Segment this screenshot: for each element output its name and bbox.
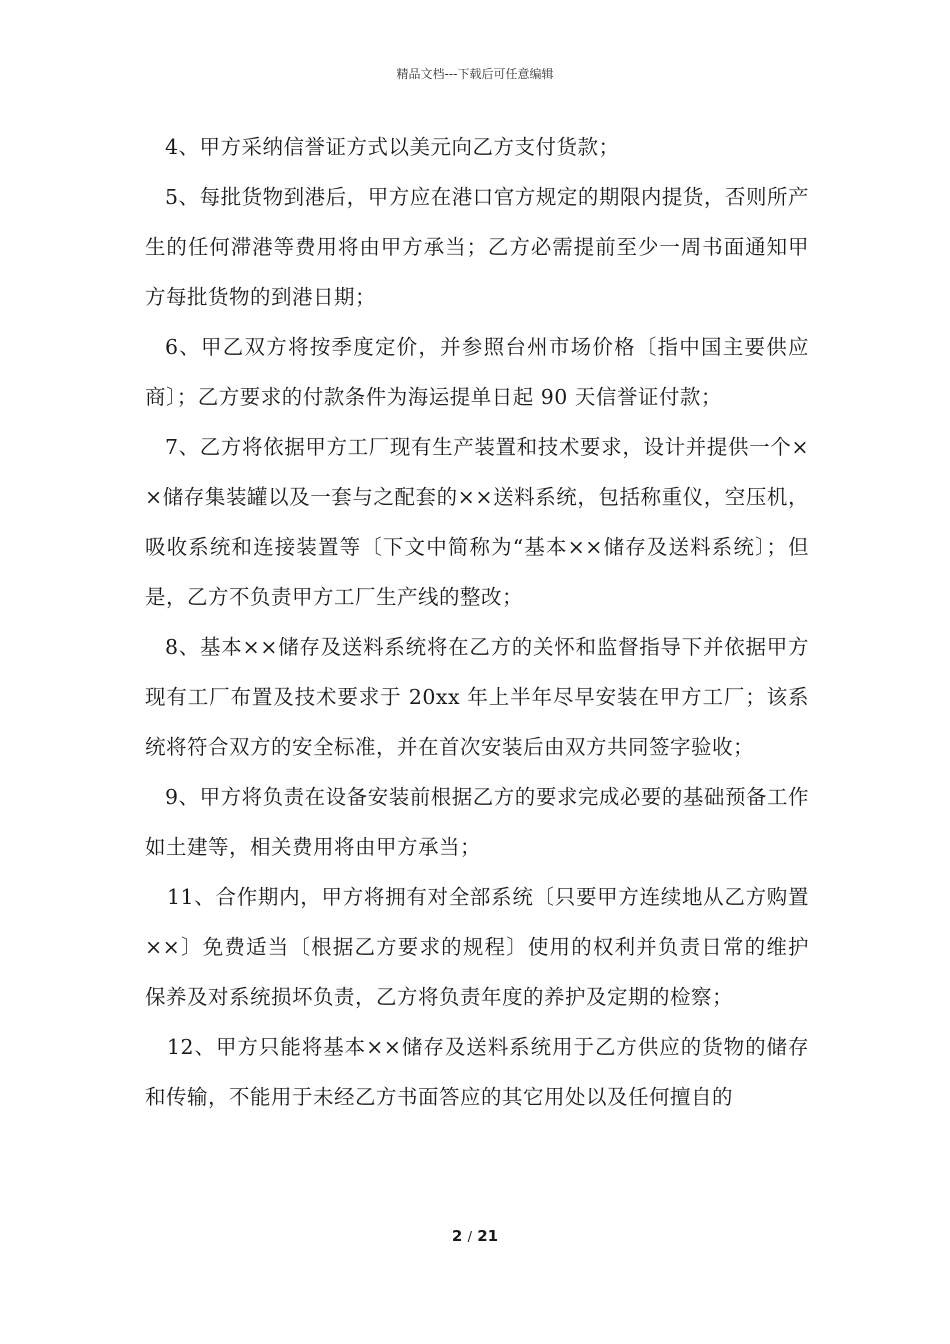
paragraph-6: 6、甲乙双方将按季度定价，并参照台州市场价格〔指中国主要供应商〕；乙方要求的付款条件为海运提单日起 90 天信誉证付款；	[145, 335, 809, 409]
paragraph-7: 7、乙方将依据甲方工厂现有生产装置和技术要求，设计并提供一个××储存集装罐以及一套与之配套的××送料系统，包括称重仪，空压机，吸收系统和连接装置等〔下文中简称为“基本××储存及送料系统〕；但是，乙方不负责甲方工厂生产线的整改；	[145, 435, 809, 609]
page-number	[0, 1226, 950, 1248]
paragraph-4: 4、甲方采纳信誉证方式以美元向乙方支付货款；	[165, 135, 620, 159]
paragraph-8: 8、基本××储存及送料系统将在乙方的关怀和监督指导下并依据甲方现有工厂布置及技术要求于 20xx 年上半年尽早安装在甲方工厂；该系统将符合双方的安全标准，并在首次安装后由双方共同签字验收；	[145, 635, 809, 759]
page-header	[0, 66, 950, 82]
page-total: 21	[477, 1227, 499, 1245]
page-current: 2	[451, 1227, 463, 1245]
paragraph-9: 9、甲方将负责在设备安装前根据乙方的要求完成必要的基础预备工作如土建等，相关费用将由甲方承当；	[145, 785, 809, 859]
document-body	[145, 122, 809, 1122]
paragraph-12: 12、甲方只能将基本××储存及送料系统用于乙方供应的货物的储存和传输，不能用于未经乙方书面答应的其它用处以及任何擅自的	[145, 1035, 809, 1109]
paragraph-5: 5、每批货物到港后，甲方应在港口官方规定的期限内提货，否则所产生的任何滞港等费用将由甲方承当；乙方必需提前至少一周书面通知甲方每批货物的到港日期；	[145, 185, 809, 309]
header-text: 精品文档---下载后可任意编辑	[396, 67, 554, 81]
page-separator: /	[467, 1230, 472, 1245]
paragraph-11: 11、合作期内，甲方将拥有对全部系统〔只要甲方连续地从乙方购置××〕免费适当〔根据乙方要求的规程〕使用的权利并负责日常的维护保养及对系统损坏负责，乙方将负责年度的养护及定期的检察；	[145, 885, 809, 1009]
